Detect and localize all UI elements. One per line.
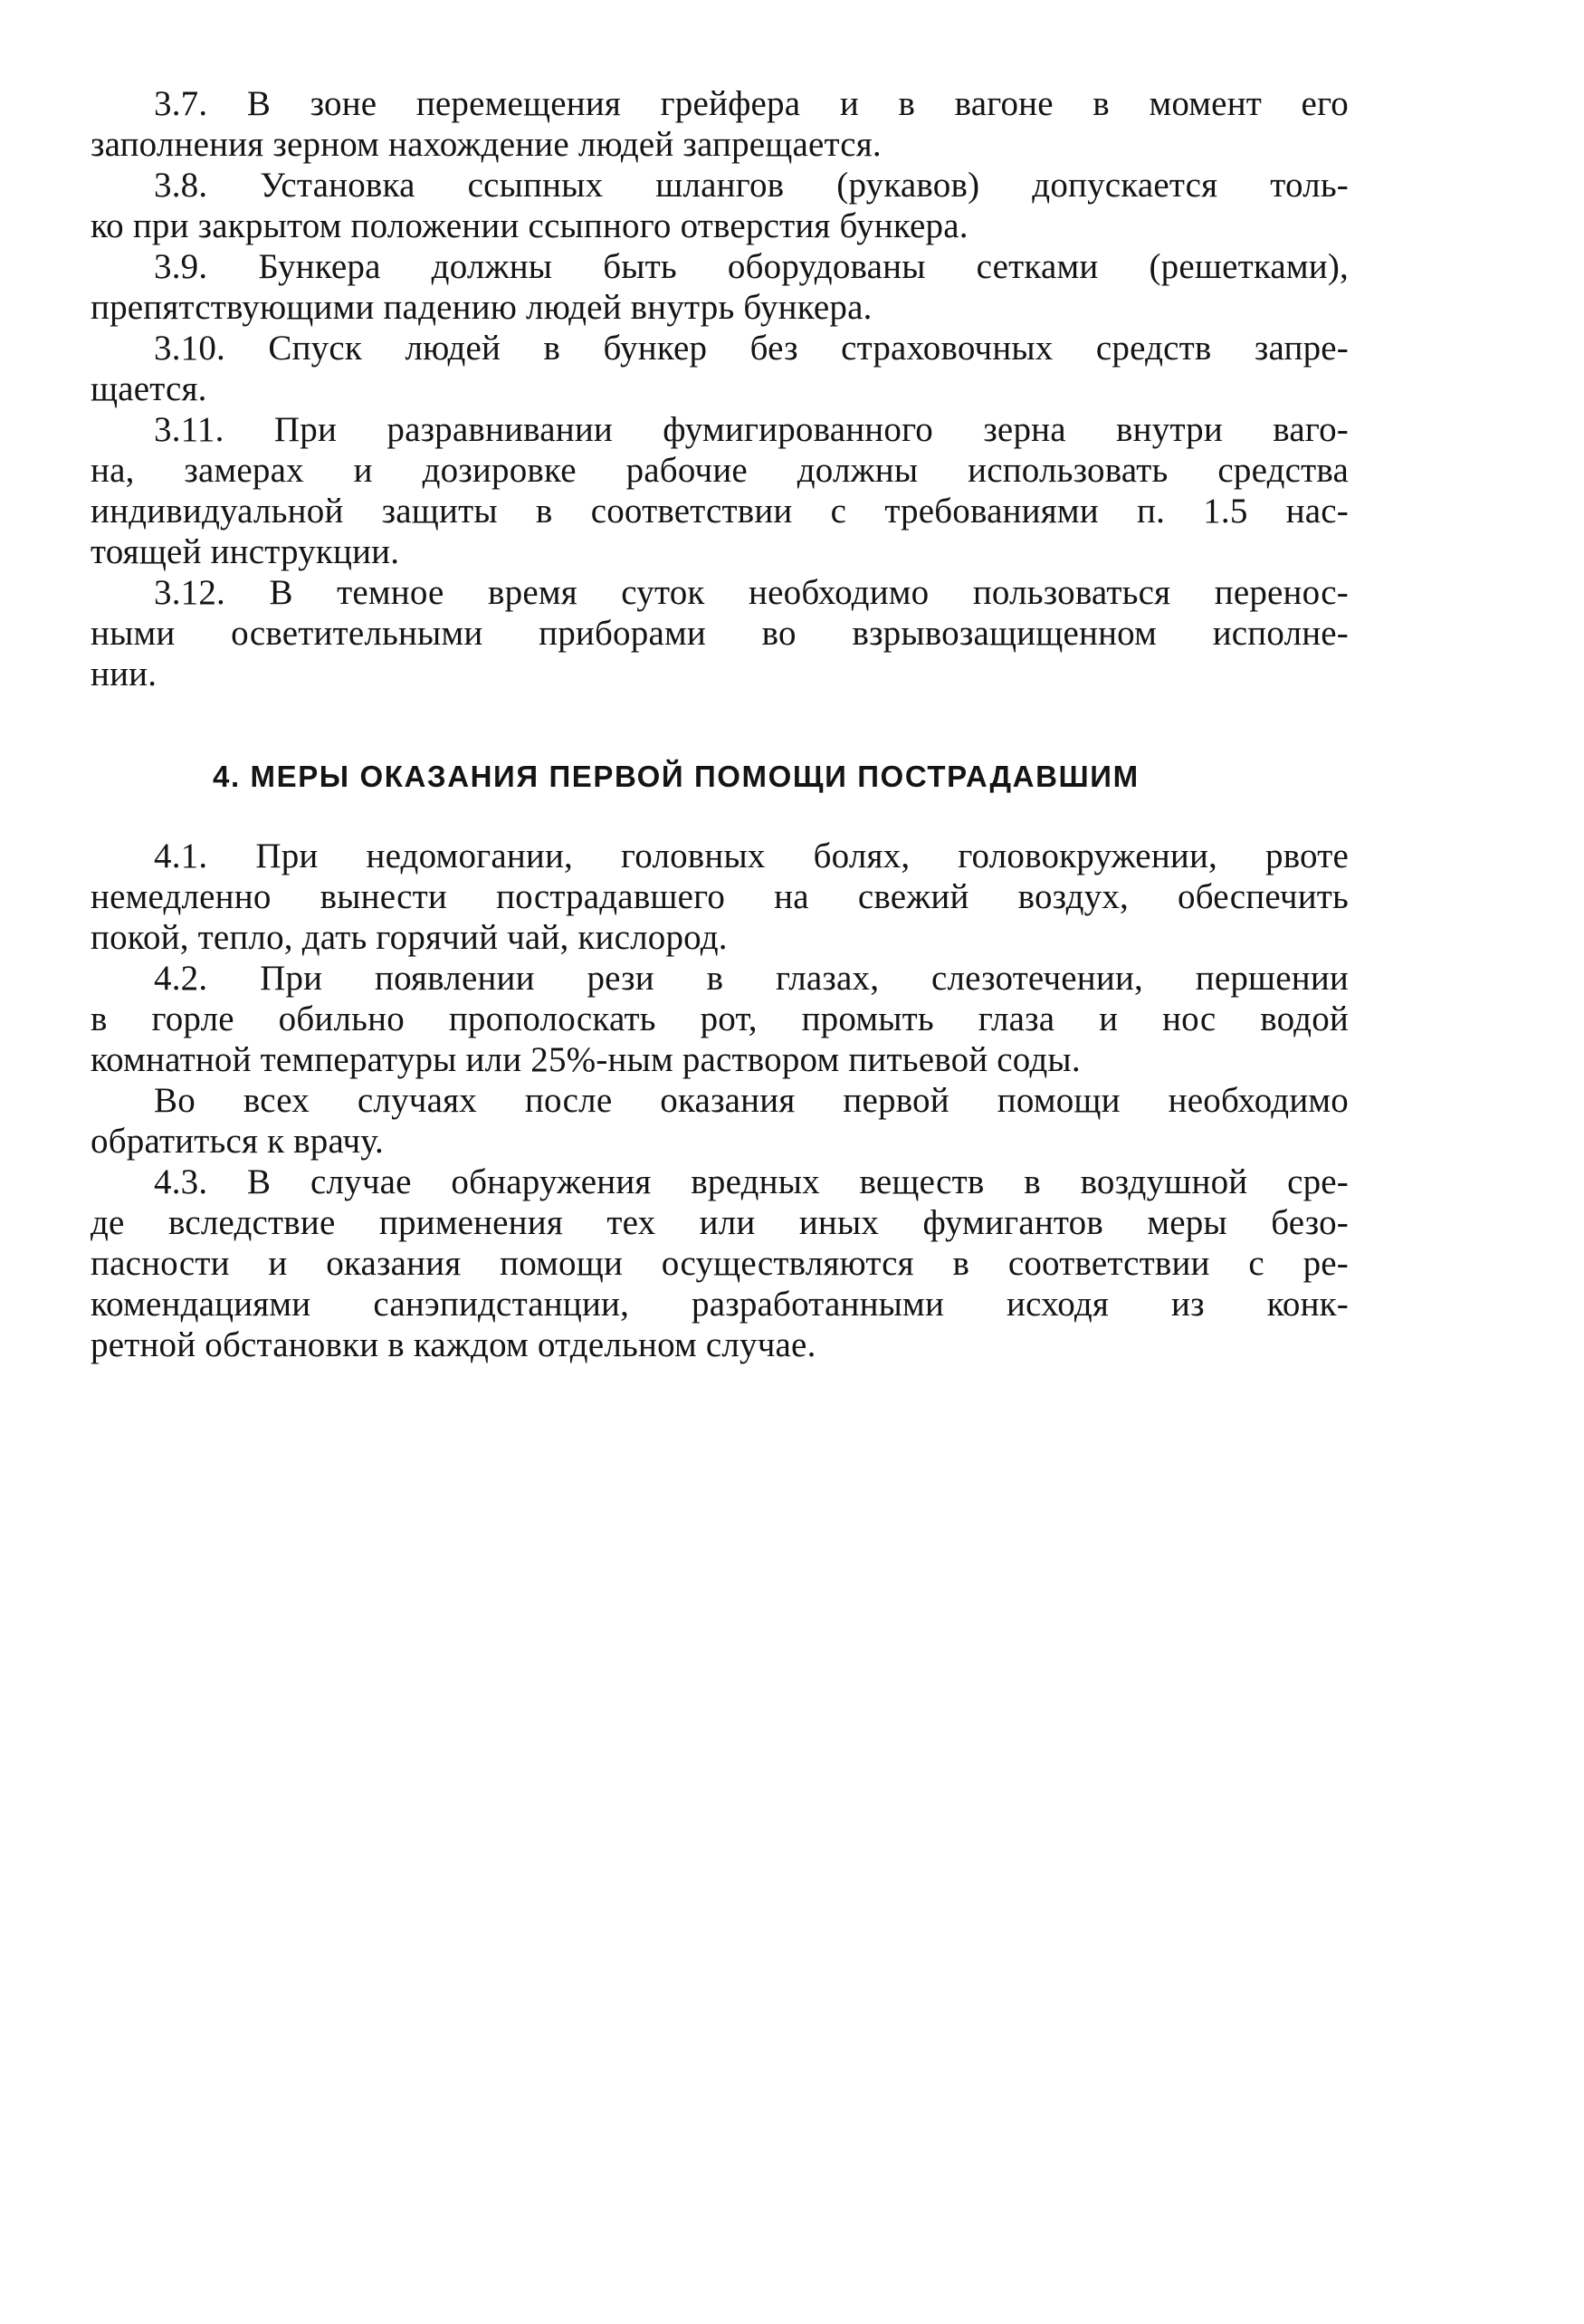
text-line: 4.2. При появлении рези в глазах, слезотечении, першении (154, 959, 1349, 998)
text-line: немедленно вынести пострадавшего на свежий воздух, обеспечить (91, 877, 1349, 916)
text-line: ретной обстановки в каждом отдельном случае. (91, 1325, 816, 1364)
paragraph-3-9 (91, 246, 1349, 328)
text-line: ными осветительными приборами во взрывозащищенном исполне- (91, 614, 1349, 653)
text-line: 3.10. Спуск людей в бункер без страховочных средств запре- (154, 329, 1349, 368)
paragraph-3-10 (91, 328, 1349, 409)
text-line: 3.8. Установка ссыпных шлангов (рукавов) допускается толь- (154, 166, 1349, 205)
text-line: заполнения зерном нахождение людей запрещается. (91, 125, 882, 164)
text-line: обратиться к врачу. (91, 1122, 385, 1161)
text-line: покой, тепло, дать горячий чай, кислород. (91, 918, 728, 957)
text-line: препятствующими падению людей внутрь бункера. (91, 288, 873, 327)
section-spacer (91, 694, 1349, 754)
text-line: нии. (91, 655, 157, 693)
paragraph-3-7 (91, 83, 1349, 165)
paragraph-4-3 (91, 1162, 1349, 1365)
text-line: ко при закрытом положении ссыпного отверстия бункера. (91, 206, 969, 245)
text-line: комнатной температуры или 25%-ным раствором питьевой соды. (91, 1040, 1081, 1079)
text-line: 4.3. В случае обнаружения вредных веществ в воздушной сре- (154, 1162, 1349, 1201)
text-line: тоящей инструкции. (91, 532, 400, 571)
text-line: Во всех случаях после оказания первой помощи необходимо (154, 1081, 1349, 1120)
text-line: 3.12. В темное время суток необходимо пользоваться перенос- (154, 573, 1349, 612)
text-line: 3.7. В зоне перемещения грейфера и в вагоне в момент его (154, 84, 1349, 123)
paragraph-4-2 (91, 958, 1349, 1080)
section-heading: 4. МЕРЫ ОКАЗАНИЯ ПЕРВОЙ ПОМОЩИ ПОСТРАДАВШИМ (213, 760, 1140, 793)
heading-spacer (91, 799, 1349, 836)
text-line: де вследствие применения тех или иных фумигантов меры безо- (91, 1203, 1349, 1242)
paragraph-general-note (91, 1080, 1349, 1162)
paragraph-4-1 (91, 836, 1349, 958)
text-line: 3.9. Бункера должны быть оборудованы сетками (решетками), (154, 247, 1349, 286)
text-line: щается. (91, 369, 207, 408)
text-line: 3.11. При разравнивании фумигированного зерна внутри ваго- (154, 410, 1349, 449)
text-line: пасности и оказания помощи осуществляются в соответствии с ре- (91, 1244, 1349, 1283)
text-line: на, замерах и дозировке рабочие должны использовать средства (91, 451, 1349, 490)
text-line: в горле обильно прополоскать рот, промыть глаза и нос водой (91, 999, 1349, 1038)
text-line: индивидуальной защиты в соответствии с требованиями п. 1.5 нас- (91, 492, 1349, 531)
paragraph-3-12 (91, 572, 1349, 694)
paragraph-3-8 (91, 165, 1349, 246)
text-line: комендациями санэпидстанции, разработанными исходя из конк- (91, 1285, 1349, 1324)
text-line: 4.1. При недомогании, головных болях, головокружении, рвоте (154, 837, 1349, 875)
paragraph-3-11 (91, 409, 1349, 572)
document-page (91, 83, 1349, 1365)
